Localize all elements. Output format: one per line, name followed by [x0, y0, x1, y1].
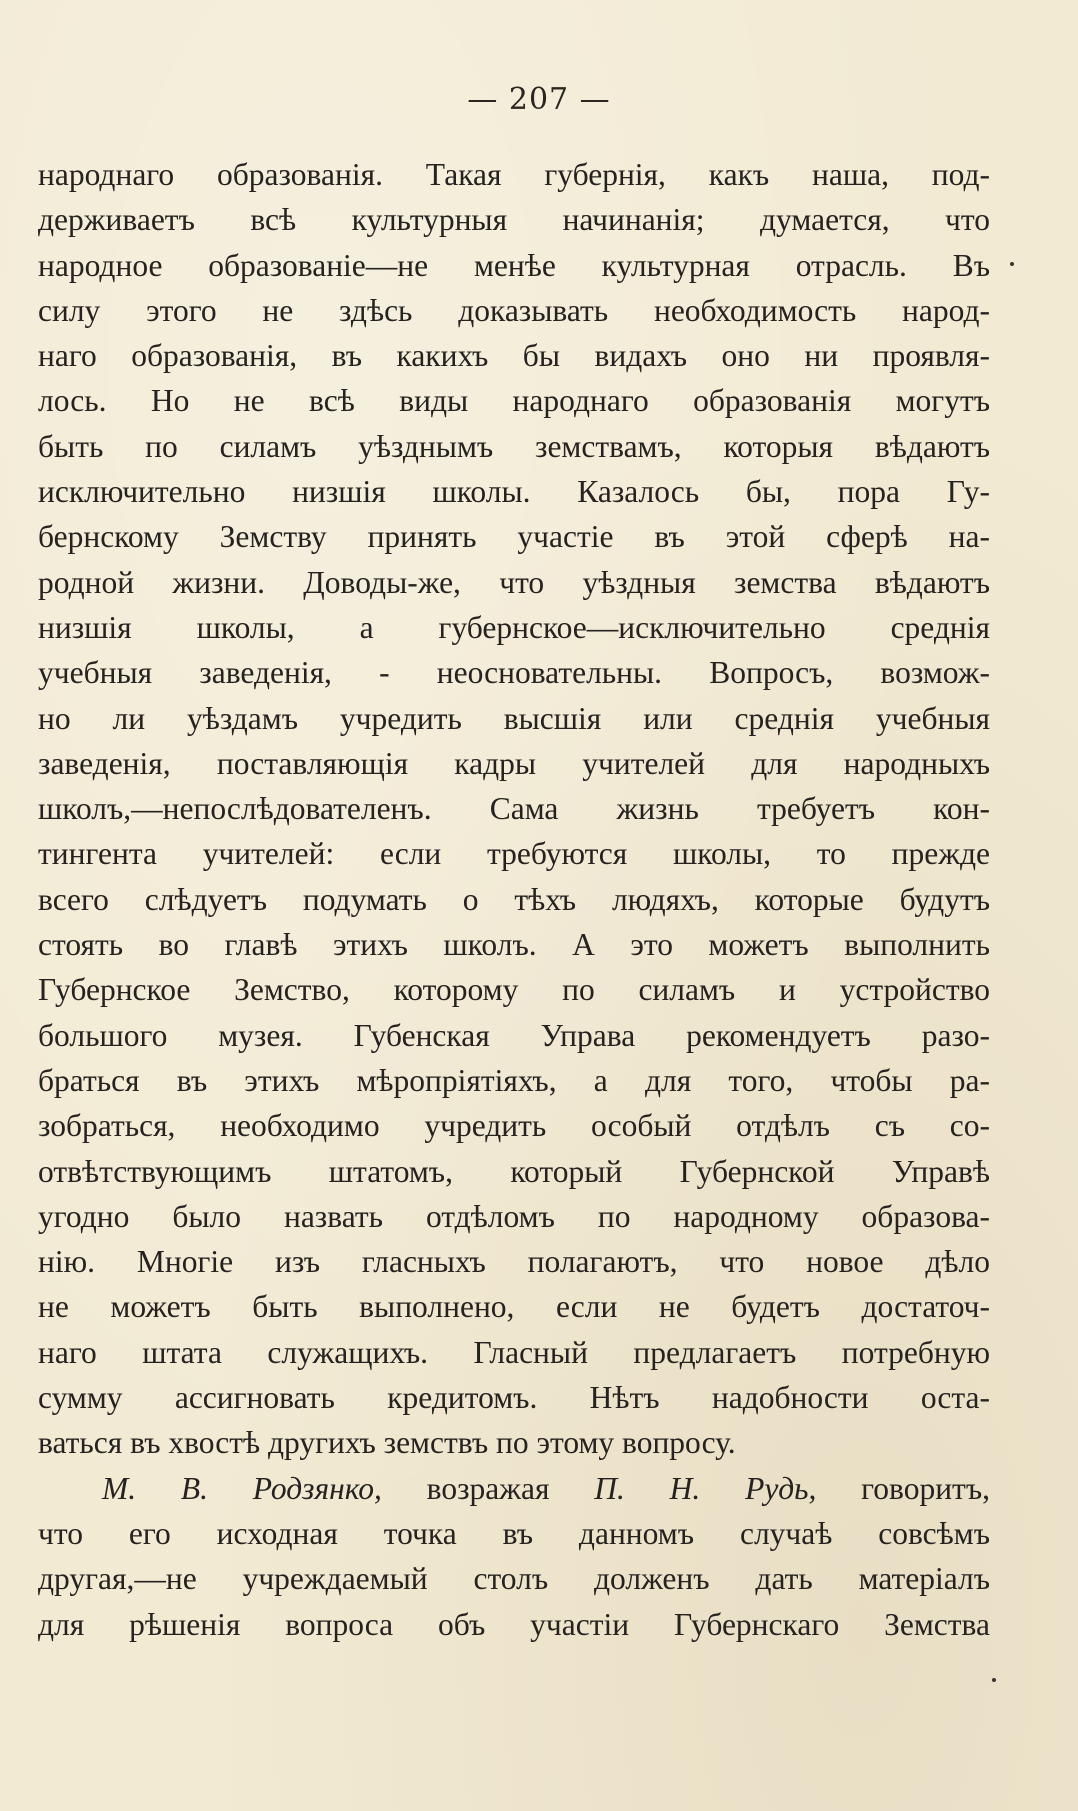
text-line: другая,—не учреждаемый столъ долженъ дать матеріалъ	[38, 1561, 990, 1597]
print-speck	[992, 1678, 996, 1682]
text-line: но ли уѣздамъ учредить высшія или среднія учебныя	[38, 700, 990, 736]
text-line: зобраться, необходимо учредить особый отдѣлъ съ со-	[38, 1108, 990, 1144]
text-line: стоять во главѣ этихъ школъ. А это можетъ выполнить	[38, 927, 990, 963]
text-line: сумму ассигновать кредитомъ. Нѣтъ надобности оста-	[38, 1380, 990, 1416]
text-line: учебныя заведенія, - неосновательны. Вопросъ, возмож-	[38, 655, 990, 691]
text-line: наго образованія, въ какихъ бы видахъ оно ни проявля-	[38, 338, 990, 374]
text-line: исключительно низшія школы. Казалось бы, пора Гу-	[38, 474, 990, 510]
text-fragment: возражая	[381, 1470, 595, 1506]
text-line: школъ,—непослѣдователенъ. Сама жизнь требуетъ кон-	[38, 791, 990, 827]
text-line: ваться въ хвостѣ другихъ земствъ по этому вопросу.	[38, 1425, 736, 1461]
text-line: угодно было назвать отдѣломъ по народному образова-	[38, 1198, 990, 1234]
text-fragment: говоритъ,	[816, 1470, 990, 1506]
text-line: для рѣшенія вопроса объ участіи Губернскаго Земства	[38, 1606, 990, 1642]
text-line: народнаго образованія. Такая губернія, какъ наша, под-	[38, 157, 990, 192]
text-line: что его исходная точка въ данномъ случаѣ совсѣмъ	[38, 1515, 990, 1551]
text-line: большого музея. Губенская Управа рекомендуетъ разо-	[38, 1017, 990, 1053]
speaker-name: М. В. Родзянко,	[102, 1470, 382, 1506]
text-line: отвѣтствующимъ штатомъ, который Губернской Управѣ	[38, 1153, 990, 1189]
text-line: Губернское Земство, которому по силамъ и устройство	[38, 972, 990, 1008]
page-number: — 207 —	[467, 82, 611, 117]
text-line: тингента учителей: если требуются школы, то прежде	[38, 836, 990, 872]
print-speck	[1010, 262, 1014, 266]
paragraph-1	[38, 152, 990, 1466]
text-line: наго штата служащихъ. Гласный предлагаетъ потребную	[38, 1334, 990, 1370]
text-line: бернскому Земству принять участіе въ этой сферѣ на-	[38, 519, 990, 555]
text-line: быть по силамъ уѣзднымъ земствамъ, которыя вѣдаютъ	[38, 428, 990, 464]
body-text	[38, 152, 990, 1647]
text-line: не можетъ быть выполнено, если не будетъ достаточ-	[38, 1289, 990, 1325]
text-line: держиваетъ всѣ культурныя начинанія; думается, что	[38, 202, 990, 238]
text-line: родной жизни. Доводы-же, что уѣздныя земства вѣдаютъ	[38, 564, 990, 600]
text-line: всего слѣдуетъ подумать о тѣхъ людяхъ, которые будутъ	[38, 881, 990, 917]
text-line	[38, 1466, 990, 1511]
text-line: заведенія, поставляющія кадры учителей для народныхъ	[38, 745, 990, 781]
text-line: народное образованіе—не менѣе культурная отрасль. Въ	[38, 247, 990, 283]
paragraph-2	[38, 1466, 990, 1647]
text-line: браться въ этихъ мѣропріятіяхъ, а для того, чтобы ра-	[38, 1062, 990, 1098]
text-line: силу этого не здѣсь доказывать необходимость народ-	[38, 292, 990, 328]
text-line: лось. Но не всѣ виды народнаго образованія могутъ	[38, 383, 990, 419]
text-line: нію. Многіе изъ гласныхъ полагаютъ, что новое дѣло	[38, 1244, 990, 1280]
text-line: низшія школы, а губернское—исключительно среднія	[38, 609, 990, 645]
addressee-name: П. Н. Рудь,	[594, 1470, 817, 1506]
